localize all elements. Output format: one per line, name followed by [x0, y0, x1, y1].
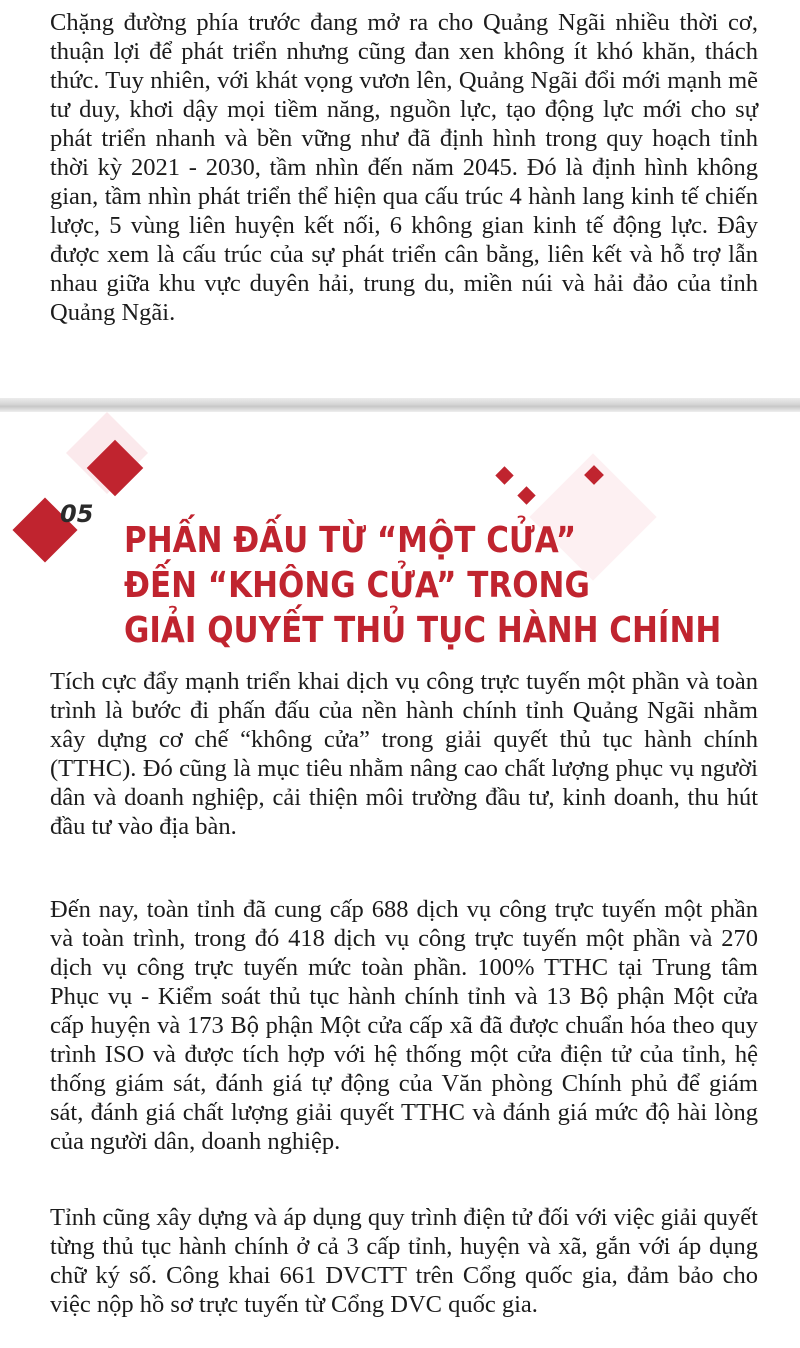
body-paragraph-2: Đến nay, toàn tỉnh đã cung cấp 688 dịch vụ công trực tuyến một phần và toàn trình, trong đó 418 dịch vụ công trực tuyến một phần và 270 dịch vụ công trực tuyến mức toàn phần. 100% TTHC tại Trung tâm Phục vụ - Kiểm soát thủ tục hành chính tỉnh và 13 Bộ phận Một cửa cấp huyện và 173 Bộ phận Một cửa cấp xã đã được chuẩn hóa theo quy trình ISO và được tích hợp với hệ thống một cửa điện tử của tỉnh, hệ thống giám sát, đánh giá tự động của Văn phòng Chính phủ để giám sát, đánh giá chất lượng giải quyết TTHC và đánh giá mức độ hài lòng của người dân, doanh nghiệp. [50, 896, 758, 1155]
decor-diamond-red-small-2 [517, 486, 535, 504]
section-title-line-3: GIẢI QUYẾT THỦ TỤC HÀNH CHÍNH [124, 610, 722, 651]
section-heading [0, 412, 800, 662]
section-title-line-2: ĐẾN “KHÔNG CỬA” TRONG [124, 565, 590, 606]
body-paragraph-3: Tỉnh cũng xây dựng và áp dụng quy trình điện tử đối với việc giải quyết từng thủ tục hành chính ở cả 3 cấp tỉnh, huyện và xã, gắn với áp dụng chữ ký số. Công khai 661 DVCTT trên Cổng quốc gia, đảm bảo cho việc nộp hồ sơ trực tuyến từ Cổng DVC quốc gia. [50, 1204, 758, 1318]
section-title [124, 518, 722, 653]
section-title-line-1: PHẤN ĐẤU TỪ “MỘT CỬA” [124, 520, 577, 561]
intro-paragraph: Chặng đường phía trước đang mở ra cho Quảng Ngãi nhiều thời cơ, thuận lợi để phát triển nhưng cũng đan xen không ít khó khăn, thách thức. Tuy nhiên, với khát vọng vươn lên, Quảng Ngãi đổi mới mạnh mẽ tư duy, khơi dậy mọi tiềm năng, nguồn lực, tạo động lực mới cho sự phát triển nhanh và bền vững như đã định hình trong quy hoạch tỉnh thời kỳ 2021 - 2030, tầm nhìn đến năm 2045. Đó là định hình không gian, tầm nhìn phát triển thể hiện qua cấu trúc 4 hành lang kinh tế chiến lược, 5 vùng liên huyện kết nối, 6 không gian kinh tế động lực. Đây được xem là cấu trúc của sự phát triển cân bằng, liên kết và hỗ trợ lẫn nhau giữa khu vực duyên hải, trung du, miền núi và hải đảo của tỉnh Quảng Ngãi. [50, 9, 758, 326]
decor-diamond-red-small-1 [495, 466, 513, 484]
body-paragraph-1: Tích cực đẩy mạnh triển khai dịch vụ công trực tuyến một phần và toàn trình là bước đi phấn đấu của nền hành chính tỉnh Quảng Ngãi nhằm xây dựng cơ chế “không cửa” trong giải quyết thủ tục hành chính (TTHC). Đó cũng là mục tiêu nhằm nâng cao chất lượng phục vụ người dân và doanh nghiệp, cải thiện môi trường đầu tư, kinh doanh, thu hút đầu tư vào địa bàn. [50, 668, 758, 840]
section-number: 05 [60, 500, 94, 528]
section-divider [0, 398, 800, 412]
